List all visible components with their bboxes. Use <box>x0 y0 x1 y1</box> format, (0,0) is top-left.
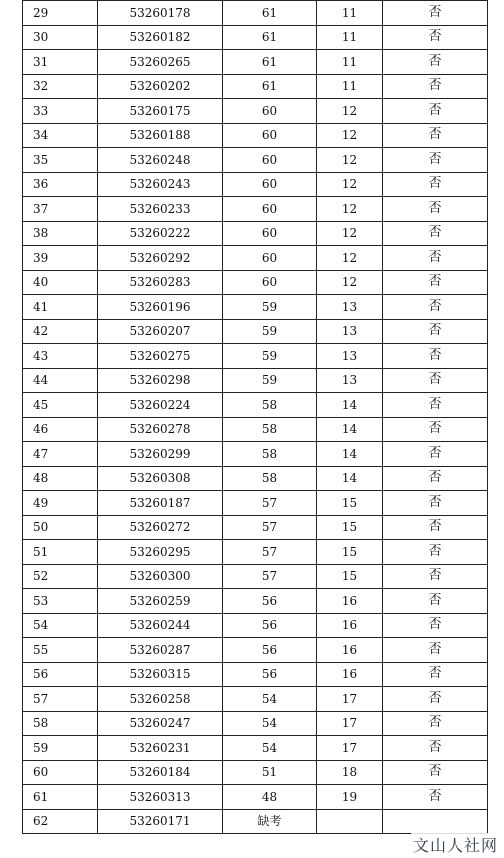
score-cell: 61 <box>223 50 317 75</box>
interview-cell: 否 <box>383 197 488 222</box>
table-row <box>23 197 488 222</box>
rank-cell: 16 <box>317 589 383 614</box>
exam-id-cell: 53260184 <box>98 760 223 785</box>
score-cell: 59 <box>223 319 317 344</box>
score-cell: 61 <box>223 1 317 26</box>
interview-cell: 否 <box>383 99 488 124</box>
score-cell: 缺考 <box>223 809 317 834</box>
seq-cell: 49 <box>23 491 98 516</box>
rank-cell: 17 <box>317 711 383 736</box>
table-row <box>23 319 488 344</box>
table-row <box>23 295 488 320</box>
interview-cell: 否 <box>383 50 488 75</box>
seq-cell: 33 <box>23 99 98 124</box>
score-cell: 57 <box>223 515 317 540</box>
rank-cell: 12 <box>317 123 383 148</box>
interview-cell: 否 <box>383 368 488 393</box>
seq-cell: 58 <box>23 711 98 736</box>
table-row <box>23 393 488 418</box>
rank-cell: 11 <box>317 50 383 75</box>
score-cell: 60 <box>223 246 317 271</box>
interview-cell: 否 <box>383 662 488 687</box>
seq-cell: 32 <box>23 74 98 99</box>
interview-cell: 否 <box>383 172 488 197</box>
exam-id-cell: 53260272 <box>98 515 223 540</box>
exam-id-cell: 53260175 <box>98 99 223 124</box>
score-cell: 61 <box>223 25 317 50</box>
score-cell: 57 <box>223 564 317 589</box>
rank-cell: 12 <box>317 148 383 173</box>
interview-cell: 否 <box>383 785 488 810</box>
exam-id-cell: 53260224 <box>98 393 223 418</box>
seq-cell: 29 <box>23 1 98 26</box>
table-row <box>23 638 488 663</box>
exam-id-cell: 53260265 <box>98 50 223 75</box>
table-row <box>23 74 488 99</box>
seq-cell: 46 <box>23 417 98 442</box>
interview-cell: 否 <box>383 736 488 761</box>
rank-cell: 17 <box>317 687 383 712</box>
seq-cell: 35 <box>23 148 98 173</box>
rank-cell: 12 <box>317 270 383 295</box>
score-cell: 58 <box>223 393 317 418</box>
exam-id-cell: 53260182 <box>98 25 223 50</box>
interview-cell: 否 <box>383 319 488 344</box>
interview-cell: 否 <box>383 589 488 614</box>
exam-id-cell: 53260275 <box>98 344 223 369</box>
rank-cell <box>317 809 383 834</box>
exam-id-cell: 53260231 <box>98 736 223 761</box>
table-row <box>23 785 488 810</box>
table-row <box>23 221 488 246</box>
table-row <box>23 270 488 295</box>
site-watermark: 文山人社网 <box>411 833 500 856</box>
interview-cell: 否 <box>383 74 488 99</box>
exam-id-cell: 53260196 <box>98 295 223 320</box>
interview-cell: 否 <box>383 711 488 736</box>
seq-cell: 59 <box>23 736 98 761</box>
seq-cell: 56 <box>23 662 98 687</box>
exam-id-cell: 53260187 <box>98 491 223 516</box>
rank-cell: 16 <box>317 638 383 663</box>
interview-cell: 否 <box>383 491 488 516</box>
table-row <box>23 148 488 173</box>
seq-cell: 38 <box>23 221 98 246</box>
table-row <box>23 491 488 516</box>
rank-cell: 16 <box>317 662 383 687</box>
exam-id-cell: 53260258 <box>98 687 223 712</box>
seq-cell: 61 <box>23 785 98 810</box>
seq-cell: 41 <box>23 295 98 320</box>
rank-cell: 12 <box>317 246 383 271</box>
interview-cell: 否 <box>383 270 488 295</box>
table-row <box>23 123 488 148</box>
interview-cell: 否 <box>383 148 488 173</box>
table-row <box>23 736 488 761</box>
interview-cell: 否 <box>383 25 488 50</box>
seq-cell: 47 <box>23 442 98 467</box>
table-row <box>23 809 488 834</box>
table-row <box>23 760 488 785</box>
rank-cell: 12 <box>317 99 383 124</box>
exam-id-cell: 53260287 <box>98 638 223 663</box>
rank-cell: 11 <box>317 1 383 26</box>
score-cell: 54 <box>223 687 317 712</box>
exam-id-cell: 53260207 <box>98 319 223 344</box>
exam-id-cell: 53260202 <box>98 74 223 99</box>
seq-cell: 51 <box>23 540 98 565</box>
rank-cell: 14 <box>317 417 383 442</box>
exam-id-cell: 53260233 <box>98 197 223 222</box>
table-row <box>23 466 488 491</box>
score-cell: 54 <box>223 736 317 761</box>
table-row <box>23 1 488 26</box>
seq-cell: 57 <box>23 687 98 712</box>
table-row <box>23 99 488 124</box>
exam-id-cell: 53260283 <box>98 270 223 295</box>
interview-cell <box>383 809 488 834</box>
interview-cell: 否 <box>383 564 488 589</box>
rank-cell: 14 <box>317 442 383 467</box>
rank-cell: 19 <box>317 785 383 810</box>
seq-cell: 39 <box>23 246 98 271</box>
exam-id-cell: 53260171 <box>98 809 223 834</box>
score-cell: 56 <box>223 638 317 663</box>
seq-cell: 50 <box>23 515 98 540</box>
interview-cell: 否 <box>383 1 488 26</box>
score-cell: 59 <box>223 344 317 369</box>
rank-cell: 12 <box>317 197 383 222</box>
seq-cell: 54 <box>23 613 98 638</box>
seq-cell: 55 <box>23 638 98 663</box>
rank-cell: 16 <box>317 613 383 638</box>
table-row <box>23 246 488 271</box>
rank-cell: 11 <box>317 74 383 99</box>
score-cell: 60 <box>223 148 317 173</box>
table-row <box>23 417 488 442</box>
seq-cell: 52 <box>23 564 98 589</box>
exam-id-cell: 53260188 <box>98 123 223 148</box>
interview-cell: 否 <box>383 344 488 369</box>
exam-id-cell: 53260248 <box>98 148 223 173</box>
exam-id-cell: 53260244 <box>98 613 223 638</box>
table-row <box>23 662 488 687</box>
exam-id-cell: 53260292 <box>98 246 223 271</box>
exam-id-cell: 53260259 <box>98 589 223 614</box>
seq-cell: 42 <box>23 319 98 344</box>
rank-cell: 15 <box>317 540 383 565</box>
rank-cell: 17 <box>317 736 383 761</box>
rank-cell: 12 <box>317 221 383 246</box>
table-row <box>23 564 488 589</box>
score-cell: 60 <box>223 221 317 246</box>
score-cell: 58 <box>223 466 317 491</box>
seq-cell: 48 <box>23 466 98 491</box>
exam-id-cell: 53260222 <box>98 221 223 246</box>
score-cell: 60 <box>223 99 317 124</box>
rank-cell: 13 <box>317 368 383 393</box>
exam-id-cell: 53260299 <box>98 442 223 467</box>
rank-cell: 13 <box>317 344 383 369</box>
score-cell: 60 <box>223 172 317 197</box>
exam-id-cell: 53260278 <box>98 417 223 442</box>
interview-cell: 否 <box>383 515 488 540</box>
seq-cell: 30 <box>23 25 98 50</box>
table-row <box>23 687 488 712</box>
score-cell: 60 <box>223 270 317 295</box>
interview-cell: 否 <box>383 638 488 663</box>
score-table-page <box>22 0 487 844</box>
score-cell: 56 <box>223 662 317 687</box>
interview-cell: 否 <box>383 417 488 442</box>
table-row <box>23 540 488 565</box>
score-cell: 54 <box>223 711 317 736</box>
exam-id-cell: 53260308 <box>98 466 223 491</box>
rank-cell: 12 <box>317 172 383 197</box>
score-cell: 51 <box>223 760 317 785</box>
table-row <box>23 344 488 369</box>
interview-cell: 否 <box>383 221 488 246</box>
exam-id-cell: 53260243 <box>98 172 223 197</box>
rank-cell: 15 <box>317 515 383 540</box>
seq-cell: 62 <box>23 809 98 834</box>
exam-id-cell: 53260315 <box>98 662 223 687</box>
score-table-body <box>23 1 488 834</box>
exam-id-cell: 53260300 <box>98 564 223 589</box>
rank-cell: 15 <box>317 491 383 516</box>
interview-cell: 否 <box>383 295 488 320</box>
interview-cell: 否 <box>383 123 488 148</box>
seq-cell: 36 <box>23 172 98 197</box>
interview-cell: 否 <box>383 442 488 467</box>
score-cell: 48 <box>223 785 317 810</box>
table-row <box>23 172 488 197</box>
exam-id-cell: 53260247 <box>98 711 223 736</box>
interview-cell: 否 <box>383 613 488 638</box>
score-cell: 60 <box>223 123 317 148</box>
score-cell: 58 <box>223 442 317 467</box>
seq-cell: 44 <box>23 368 98 393</box>
rank-cell: 11 <box>317 25 383 50</box>
table-row <box>23 589 488 614</box>
rank-cell: 15 <box>317 564 383 589</box>
seq-cell: 37 <box>23 197 98 222</box>
rank-cell: 14 <box>317 393 383 418</box>
exam-id-cell: 53260295 <box>98 540 223 565</box>
rank-cell: 18 <box>317 760 383 785</box>
score-cell: 58 <box>223 417 317 442</box>
rank-cell: 13 <box>317 295 383 320</box>
table-row <box>23 711 488 736</box>
score-cell: 60 <box>223 197 317 222</box>
seq-cell: 40 <box>23 270 98 295</box>
exam-id-cell: 53260313 <box>98 785 223 810</box>
rank-cell: 14 <box>317 466 383 491</box>
seq-cell: 43 <box>23 344 98 369</box>
seq-cell: 53 <box>23 589 98 614</box>
seq-cell: 34 <box>23 123 98 148</box>
table-row <box>23 50 488 75</box>
table-row <box>23 368 488 393</box>
score-cell: 56 <box>223 613 317 638</box>
interview-cell: 否 <box>383 540 488 565</box>
table-row <box>23 442 488 467</box>
score-cell: 59 <box>223 295 317 320</box>
exam-id-cell: 53260298 <box>98 368 223 393</box>
score-cell: 57 <box>223 540 317 565</box>
score-table <box>22 0 488 834</box>
score-cell: 56 <box>223 589 317 614</box>
seq-cell: 31 <box>23 50 98 75</box>
interview-cell: 否 <box>383 393 488 418</box>
seq-cell: 45 <box>23 393 98 418</box>
table-row <box>23 25 488 50</box>
table-row <box>23 515 488 540</box>
exam-id-cell: 53260178 <box>98 1 223 26</box>
score-cell: 61 <box>223 74 317 99</box>
table-row <box>23 613 488 638</box>
score-cell: 59 <box>223 368 317 393</box>
score-cell: 57 <box>223 491 317 516</box>
seq-cell: 60 <box>23 760 98 785</box>
interview-cell: 否 <box>383 246 488 271</box>
rank-cell: 13 <box>317 319 383 344</box>
interview-cell: 否 <box>383 760 488 785</box>
interview-cell: 否 <box>383 466 488 491</box>
interview-cell: 否 <box>383 687 488 712</box>
